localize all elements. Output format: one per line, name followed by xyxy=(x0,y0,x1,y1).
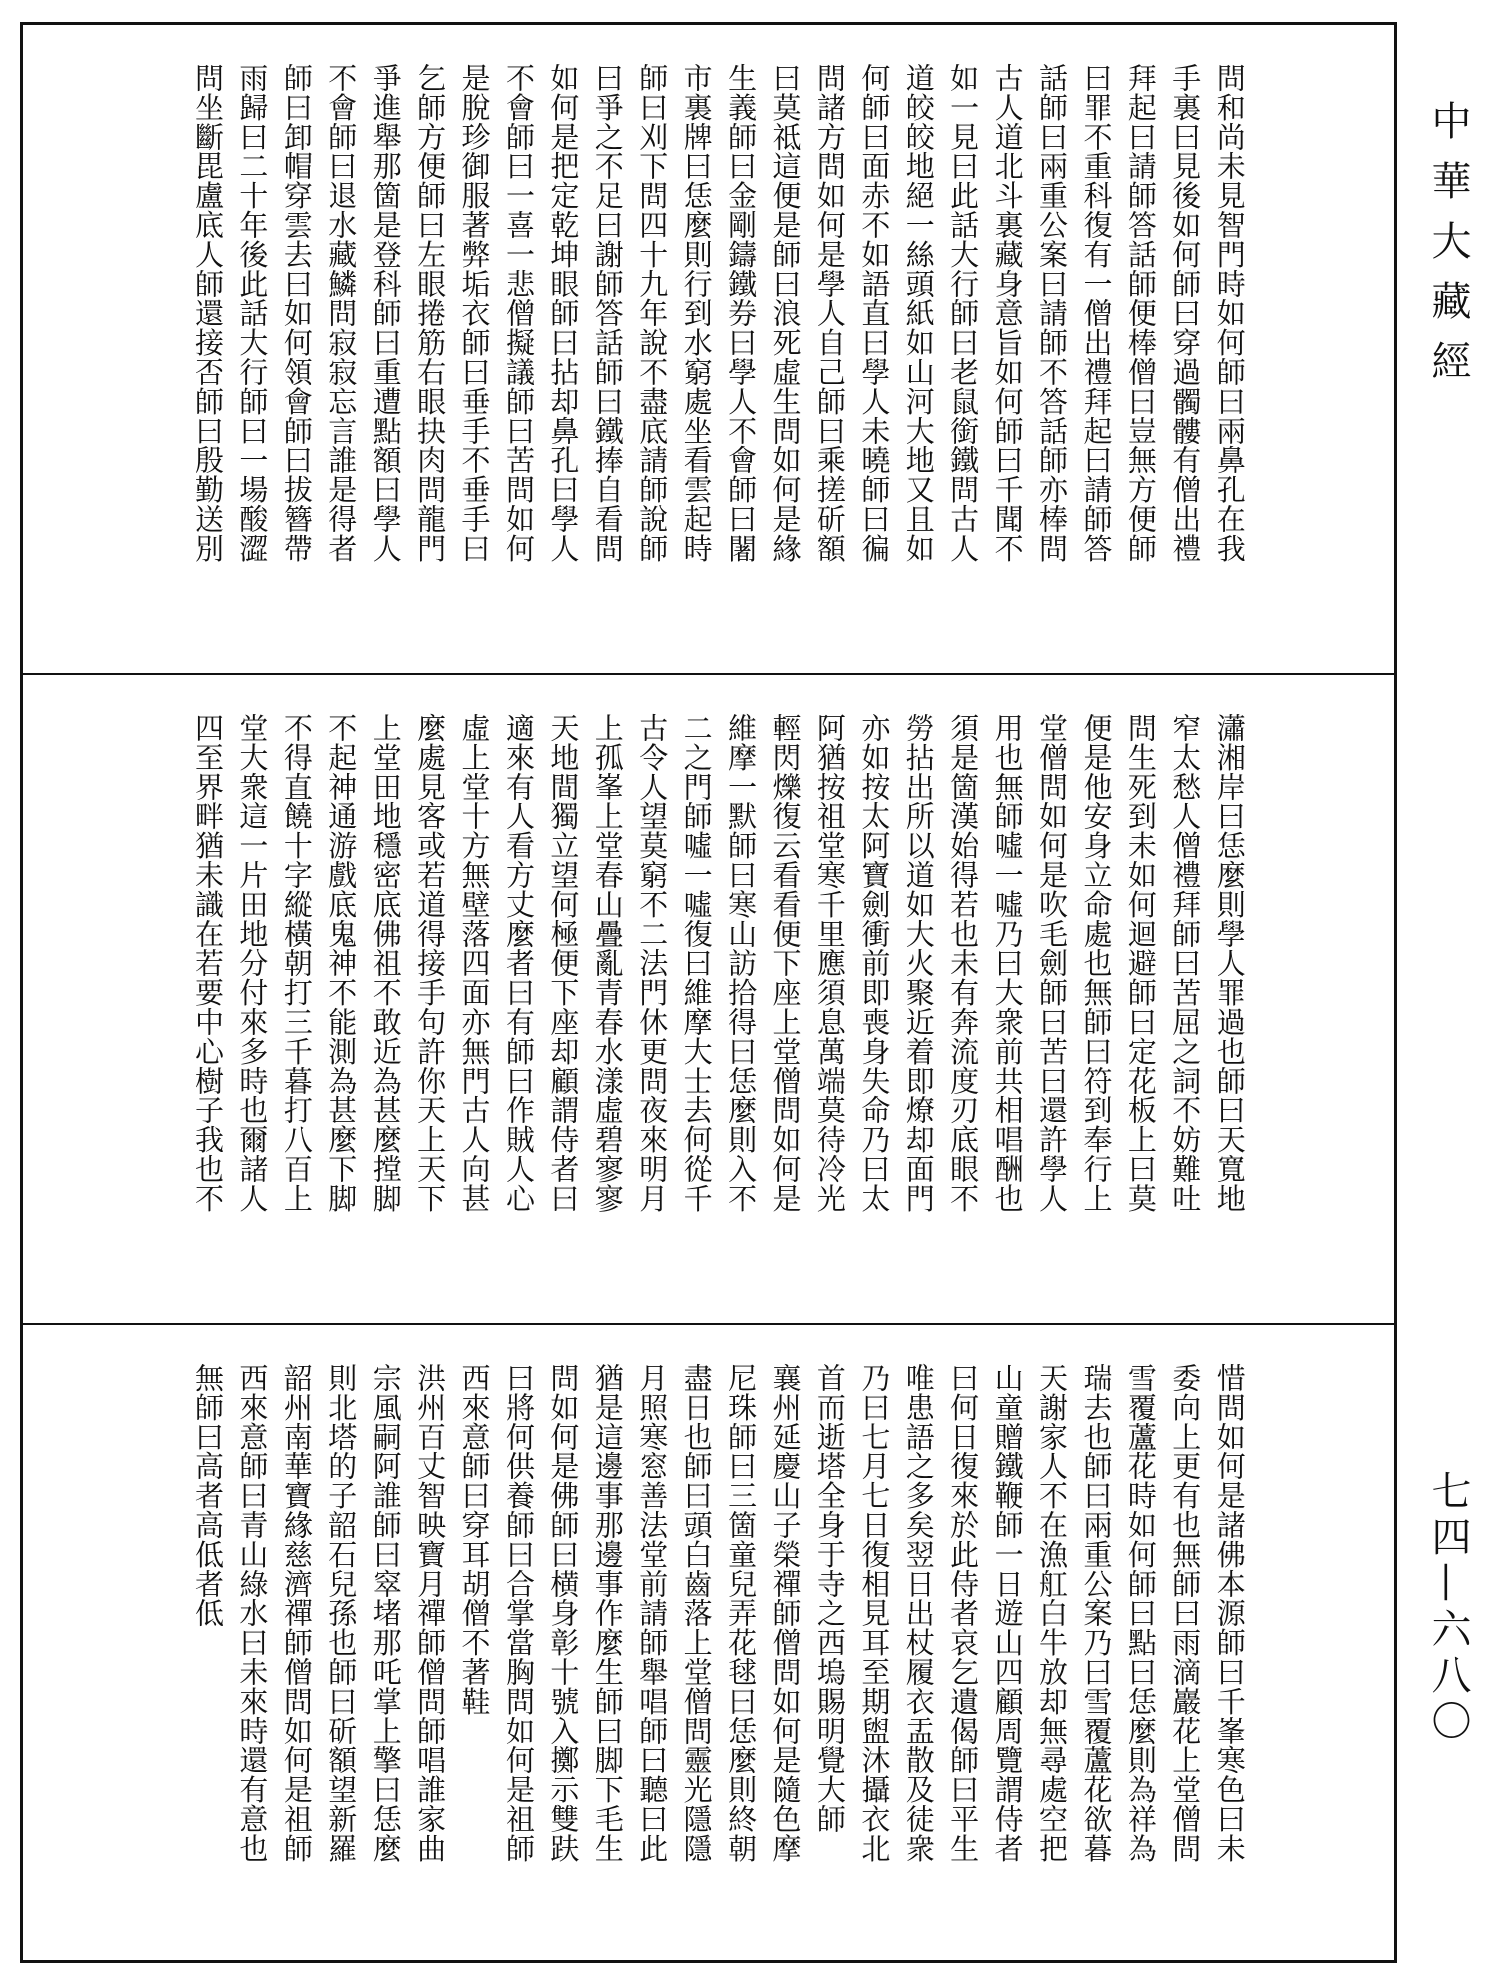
text-column: 道皎皎地絕一絲頭紙如山河大地又且如 xyxy=(901,63,936,563)
text-column: 宗風嗣阿誰師曰窣堵那吒掌上擎曰恁麼 xyxy=(368,1363,403,1863)
text-column: 問諸方問如何是學人自己師曰乘搓斫額 xyxy=(812,63,847,563)
text-column: 適來有人看方丈麼者曰有師曰作賊人心 xyxy=(501,713,536,1213)
text-column: 爭進舉那箇是登科師曰重遭點額曰學人 xyxy=(368,63,403,563)
column-group xyxy=(191,713,1247,1293)
text-column: 上孤峯上堂春山疊亂青春水漾虛碧寥寥 xyxy=(590,713,625,1213)
text-column: 須是箇漢始得若也未有奔流度刃底眼不 xyxy=(946,713,981,1213)
text-column: 勞拈出所以道如大火聚近着即燎却面門 xyxy=(901,713,936,1213)
column-group xyxy=(191,1363,1247,1930)
text-column: 堂僧問如何是吹毛劍師曰苦曰還許學人 xyxy=(1035,713,1070,1213)
text-column: 瀟湘岸曰恁麼則學人罪過也師曰天寬地 xyxy=(1212,713,1247,1213)
text-column: 是脫珍御服著弊垢衣師曰垂手不垂手曰 xyxy=(457,63,492,563)
text-column: 手裏曰見後如何師曰穿過髑髏有僧出禮 xyxy=(1168,63,1203,563)
text-column: 不得直饒十字縱橫朝打三千暮打八百上 xyxy=(279,713,314,1213)
text-column: 古人道北斗裏藏身意旨如何師曰千聞不 xyxy=(990,63,1025,563)
text-column: 曰將何供養師曰合掌當胸問如何是祖師 xyxy=(501,1363,536,1863)
text-column: 用也無師噓一噓乃曰大衆前共相唱酬也 xyxy=(990,713,1025,1213)
text-column: 阿猶按祖堂寒千里應須息萬端莫待冷光 xyxy=(812,713,847,1213)
text-column: 維摩一默師曰寒山訪拾得曰恁麼則入不 xyxy=(724,713,759,1213)
text-column: 瑞去也師曰兩重公案乃曰雪覆蘆花欲暮 xyxy=(1079,1363,1114,1863)
text-column: 師曰卸帽穿雲去曰如何領會師曰拔簪帶 xyxy=(279,63,314,563)
text-column: 西來意師曰穿耳胡僧不著鞋 xyxy=(457,1363,492,1716)
text-column: 雪覆蘆花時如何師曰點曰恁麼則為祥為 xyxy=(1123,1363,1158,1863)
text-column: 雨歸曰二十年後此話大行師曰一場酸澀 xyxy=(235,63,270,563)
text-column: 問如何是佛師曰横身彰十號入擲示雙趺 xyxy=(546,1363,581,1863)
page-frame xyxy=(20,22,1397,1963)
text-column: 天地間獨立望何極便下座却顧謂侍者曰 xyxy=(546,713,581,1213)
text-column: 韶州南華寶緣慈濟禪師僧問如何是祖師 xyxy=(279,1363,314,1863)
text-column: 四至界畔猶未識在若要中心樹子我也不 xyxy=(191,713,225,1213)
text-column: 窄太愁人僧禮拜師曰苦屈之詞不妨難吐 xyxy=(1168,713,1203,1213)
text-column: 何師曰面赤不如語直曰學人未曉師曰徧 xyxy=(857,63,892,563)
text-panel-bottom xyxy=(23,1325,1394,1960)
text-column: 堂大衆這一片田地分付來多時也爾諸人 xyxy=(235,713,270,1213)
text-column: 曰爭之不足曰謝師答話師曰鐵捧自看問 xyxy=(590,63,625,563)
text-column: 則北塔的子韶石兒孫也師曰斫額望新羅 xyxy=(324,1363,359,1863)
text-column: 如一見曰此話大行師曰老鼠銜鐵問古人 xyxy=(946,63,981,563)
text-column: 尼珠師曰三箇童兒弄花毬曰恁麼則終朝 xyxy=(724,1363,759,1863)
text-column: 天謝家人不在漁舡白牛放却無尋處空把 xyxy=(1035,1363,1070,1863)
text-column: 月照寒窓善法堂前請師舉唱師曰聽曰此 xyxy=(635,1363,670,1863)
text-column: 生義師曰金剛鑄鐵券曰學人不會師曰闍 xyxy=(724,63,759,563)
text-column: 市裏牌曰恁麼則行到水窮處坐看雲起時 xyxy=(679,63,714,563)
text-column: 問和尚未見智門時如何師曰兩鼻孔在我 xyxy=(1212,63,1247,563)
text-column: 如何是把定乾坤眼師曰拈却鼻孔曰學人 xyxy=(546,63,581,563)
text-column: 曰莫祗這便是師曰浪死虛生問如何是緣 xyxy=(768,63,803,563)
text-panel-middle xyxy=(23,675,1394,1325)
text-column: 唯患語之多矣翌日出杖履衣盂散及徒衆 xyxy=(901,1363,936,1863)
text-column: 問坐斷毘盧底人師還接否師曰殷勤送別 xyxy=(191,63,225,563)
text-column: 二之門師噓一噓復曰維摩大士去何從千 xyxy=(679,713,714,1213)
text-column: 上堂田地穩密底佛祖不敢近為甚麼摚脚 xyxy=(368,713,403,1213)
text-column: 亦如按太阿寶劍衝前即喪身失命乃曰太 xyxy=(857,713,892,1213)
text-column: 惜問如何是諸佛本源師曰千峯寒色曰未 xyxy=(1212,1363,1247,1863)
text-column: 曰罪不重科復有一僧出禮拜起曰請師答 xyxy=(1079,63,1114,563)
text-column: 委向上更有也無師曰雨滴巖花上堂僧問 xyxy=(1168,1363,1203,1863)
text-column: 話師曰兩重公案曰請師不答話師亦棒問 xyxy=(1035,63,1070,563)
text-column: 輕閃爍復云看看便下座上堂僧問如何是 xyxy=(768,713,803,1213)
text-column: 麼處見客或若道得接手句許你天上天下 xyxy=(413,713,448,1213)
text-column: 不會師曰退水藏鱗問寂寂忘言誰是得者 xyxy=(324,63,359,563)
text-column: 首而逝塔全身于寺之西塢賜明覺大師 xyxy=(812,1363,847,1834)
text-column: 盡日也師曰頭白齒落上堂僧問靈光隱隱 xyxy=(679,1363,714,1863)
text-column: 山童贈鐵鞭師一日遊山四顧周覽謂侍者 xyxy=(990,1363,1025,1863)
text-column: 乃曰七月七日復相見耳至期盥沐攝衣北 xyxy=(857,1363,892,1863)
text-column: 不會師曰一喜一悲僧擬議師曰苦問如何 xyxy=(501,63,536,563)
text-column: 問生死到未如何迴避師曰定花板上曰莫 xyxy=(1123,713,1158,1213)
text-column: 拜起曰請師答話師便棒僧曰豈無方便師 xyxy=(1123,63,1158,563)
text-column: 猶是這邊事那邊事作麼生師曰脚下毛生 xyxy=(590,1363,625,1863)
page-number: 七四—六八〇 xyxy=(1425,1470,1471,1746)
text-column: 洪州百丈智映寶月禪師僧問師唱誰家曲 xyxy=(413,1363,448,1863)
column-group xyxy=(191,63,1247,643)
text-column: 曰何日復來於此侍者哀乞遺偈師曰平生 xyxy=(946,1363,981,1863)
text-column: 古令人望莫窮不二法門休更問夜來明月 xyxy=(635,713,670,1213)
text-panel-top xyxy=(23,25,1394,675)
text-column: 西來意師曰青山綠水曰未來時還有意也 xyxy=(235,1363,270,1863)
margin-title: 中華大藏經 xyxy=(1425,100,1471,400)
text-column: 虛上堂十方無壁落四面亦無門古人向甚 xyxy=(457,713,492,1213)
text-column: 乞師方便師曰左眼捲筋右眼抉肉問龍門 xyxy=(413,63,448,563)
text-column: 便是他安身立命處也無師曰符到奉行上 xyxy=(1079,713,1114,1213)
text-column: 師曰刈下問四十九年說不盡底請師說師 xyxy=(635,63,670,563)
text-column: 不起神通游戲底鬼神不能測為甚麼下脚 xyxy=(324,713,359,1213)
text-column: 無師曰高者高低者低 xyxy=(191,1363,225,1628)
text-column: 襄州延慶山子榮禪師僧問如何是隨色摩 xyxy=(768,1363,803,1863)
